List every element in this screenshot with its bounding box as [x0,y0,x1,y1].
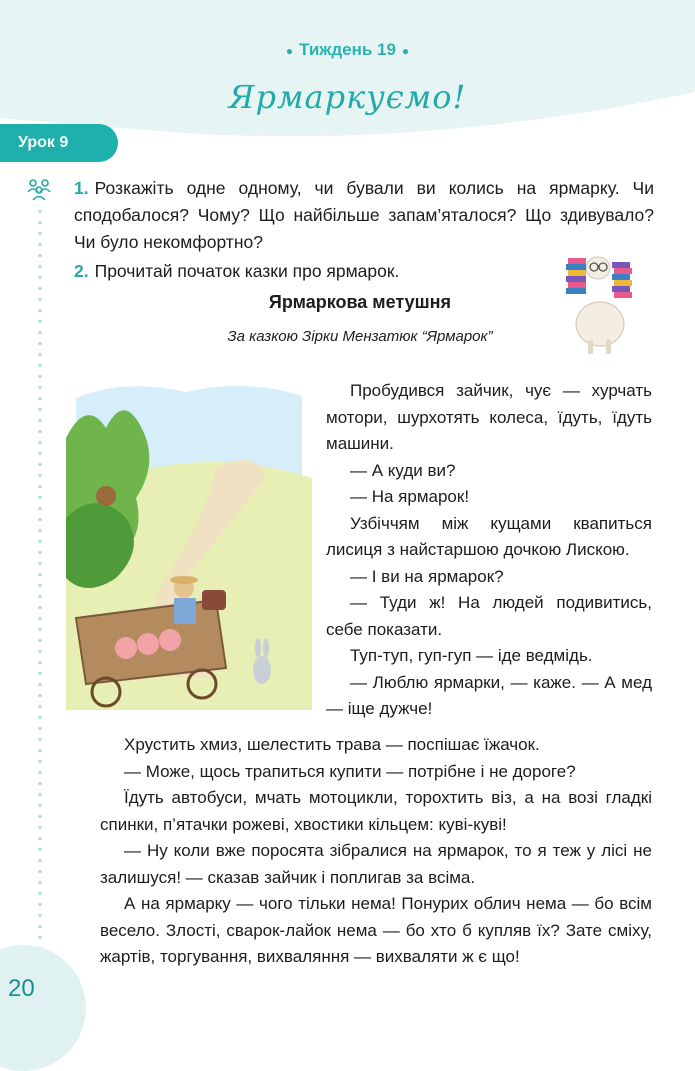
week-label [0,40,695,60]
group-icon [26,178,52,202]
task-number: 1. [74,178,89,198]
story-paragraph: — Туди ж! На людей подивитись, себе показати. [326,593,652,639]
story-paragraph: — А куди ви? [350,460,456,480]
story-paragraph: Туп-туп, гуп-гуп — іде ведмідь. [350,646,593,665]
story-paragraph: Узбіччям між кущами квапиться лисиця з найстаршою дочкою Лискою. [326,513,652,559]
task-number: 2. [74,261,89,281]
story-paragraph: — Ну коли вже поросята зібралися на ярмарок, то я теж у лісі не залишуся! — сказав зайчик і поплигав за всіма. [100,841,652,887]
story-illustration-icon [66,378,312,710]
story-paragraph: Пробудився зайчик, чує — хурчать мотори, шурхотять колеса, їдуть, їдуть машини. [326,381,652,453]
task-text: Прочитай початок казки про ярмарок. [94,261,400,281]
dot-icon: ● [285,43,294,58]
story-paragraph: — На ярмарок! [350,487,470,506]
story-paragraph: — Люблю ярмарки, — каже. — А мед — іще дужче! [326,672,652,718]
page-title: Ярмаркуємо! [228,78,467,116]
story-paragraph: Їдуть автобуси, мчать мотоцикли, торохтить віз, а на возі гладкі спинки, п’ятачки рожеві, хвостики кільцем: куві-куві! [100,788,652,834]
story-paragraph: А на ярмарку — чого тільки нема! Понурих облич нема — бо всім весело. Злості, сварок-лайок нема — бо хто б купляв їх? Зате сміху, жартів, торгування, вихваляння — вихваляти ж є що! [100,894,652,966]
lesson-tab [0,124,118,162]
story-subtitle: За казкою Зірки Мензатюк “Ярмарок” [227,328,493,345]
lesson-label: Урок 9 [18,134,69,151]
task-1 [74,175,654,256]
dot-icon: ● [401,43,410,58]
dotted-margin-line [38,206,42,966]
page-number-circle [0,945,86,1071]
llama-mascot-icon [560,252,638,356]
story-paragraph: — Може, щось трапиться купити — потрібне і не дороге? [124,761,576,781]
page-number: 20 [8,975,35,1002]
story-full-text [100,732,652,971]
story-paragraph: — І ви на ярмарок? [350,566,504,586]
story-paragraph: Хрустить хмиз, шелестить трава — поспішає їжачок. [124,735,540,754]
task-text: Розкажіть одне одному, чи бували ви колись на ярмарку. Чи сподобалося? Чому? Що найбільше запам’яталося? Що здивувало? Чи було некомфортно? [74,178,654,252]
story-title: Ярмаркова метушня [268,292,452,312]
story-column-text [326,378,652,723]
week-text: Тиждень 19 [299,40,396,59]
